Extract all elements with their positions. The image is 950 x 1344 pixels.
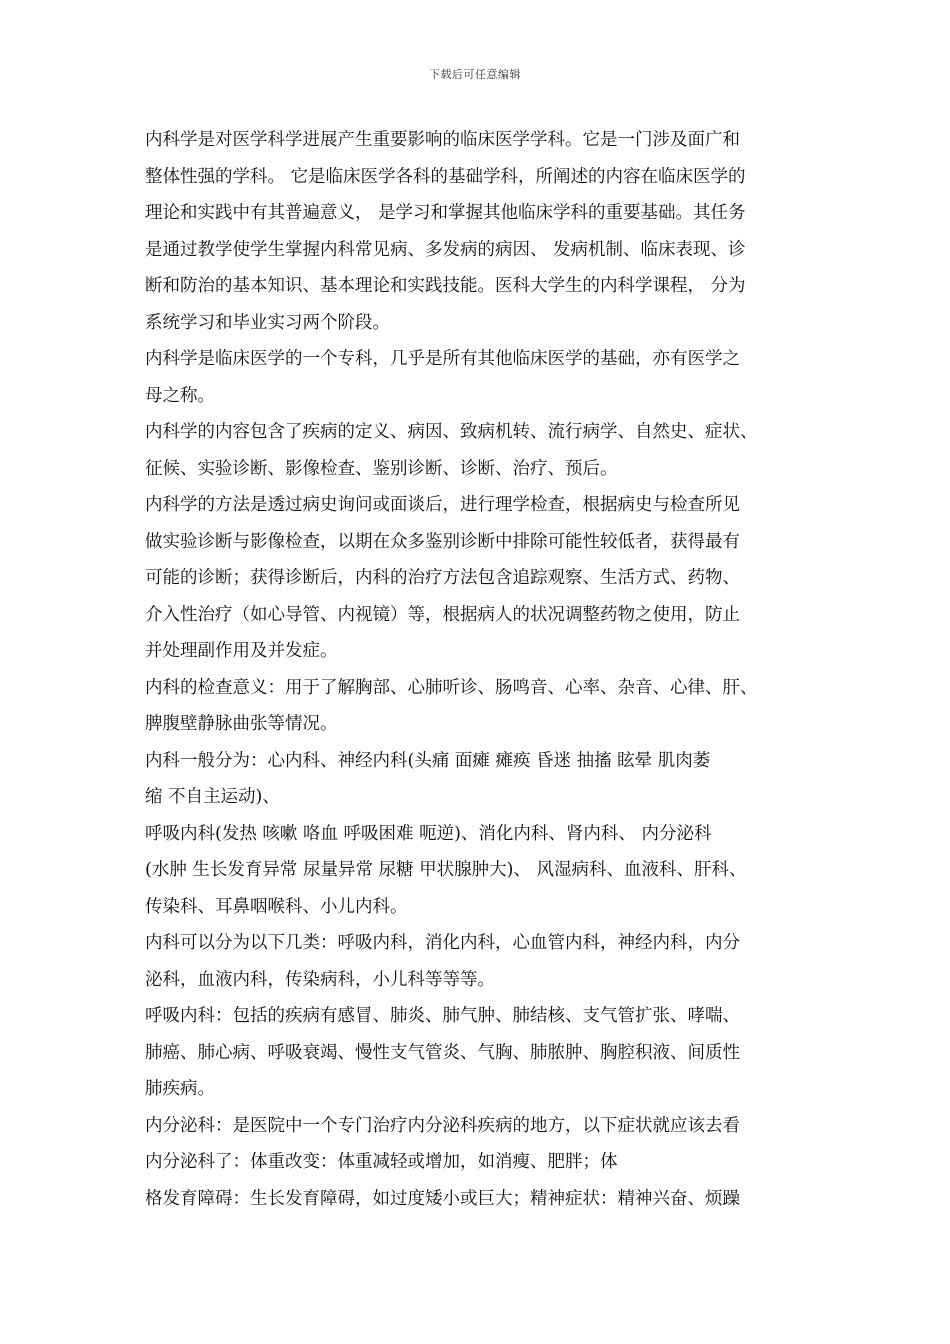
text-line: 征候、实验诊断、影像检查、鉴别诊断、诊断、治疗、预后。 <box>145 458 618 479</box>
text-line: 可能的诊断；获得诊断后，内科的治疗方法包含追踪观察、生活方式、药物、 <box>145 568 740 588</box>
text-line: 母之称。 <box>145 385 215 406</box>
page-header: 下载后可任意编辑 <box>429 68 521 81</box>
text-line: 断和防治的基本知识、基本理论和实践技能。医科大学生的内科学课程， 分为 <box>145 276 746 296</box>
text-line: (水肿 生长发育异常 尿量异常 尿糖 甲状腺肿大)、 风湿病科、血液科、肝科、 <box>145 860 747 880</box>
text-line: 内科学是临床医学的一个专科，几乎是所有其他临床医学的基础，亦有医学之 <box>145 349 740 369</box>
text-line: 整体性强的学科。 它是临床医学各科的基础学科，所阐述的内容在临床医学的 <box>145 166 746 187</box>
text-line: 泌科，血液内科，传染病科，小儿科等等等。 <box>145 969 495 990</box>
text-line: 介入性治疗（如心导管、内视镜）等，根据病人的状况调整药物之使用，防止 <box>145 604 740 625</box>
text-line: 内科学的内容包含了疾病的定义、病因、致病机转、流行病学、自然史、症状、 <box>145 422 758 442</box>
text-line: 系统学习和毕业实习两个阶段。 <box>145 312 390 333</box>
text-line: 内科学是对医学科学进展产生重要影响的临床医学学科。它是一门涉及面广和 <box>145 130 740 150</box>
text-line: 内科可以分为以下几类：呼吸内科，消化内科，心血管内科，神经内科，内分 <box>145 933 740 953</box>
text-line: 呼吸内科(发热 咳嗽 咯血 呼吸困难 呃逆)、消化内科、肾内科、 内分泌科 <box>145 823 712 844</box>
text-line: 缩 不自主运动)、 <box>145 787 280 807</box>
text-line: 理论和实践中有其普遍意义， 是学习和掌握其他临床学科的重要基础。其任务 <box>145 203 746 223</box>
text-line: 传染科、耳鼻咽喉科、小儿内科。 <box>145 896 408 917</box>
text-line: 内科一般分为：心内科、神经内科(头痛 面瘫 瘫痪 昏迷 抽搐 眩晕 肌肉萎 <box>145 750 711 771</box>
text-line: 内分泌科：是医院中一个专门治疗内分泌科疾病的地方，以下症状就应该去看 <box>145 1115 740 1136</box>
text-line: 脾腹壁静脉曲张等情况。 <box>145 714 338 734</box>
text-line: 做实验诊断与影像检查，以期在众多鉴别诊断中排除可能性较低者，获得最有 <box>145 531 740 552</box>
text-line: 格发育障碍：生长发育障碍，如过度矮小或巨大；精神症状：精神兴奋、烦躁 <box>145 1188 740 1209</box>
text-line: 肺癌、肺心病、呼吸衰竭、慢性支气管炎、气胸、肺脓肿、胸腔积液、间质性 <box>145 1042 740 1063</box>
text-line: 内科的检查意义：用于了解胸部、心肺听诊、肠鸣音、心率、杂音、心律、肝、 <box>145 677 758 698</box>
text-line: 是通过教学使学生掌握内科常见病、多发病的病因、 发病机制、临床表现、诊 <box>145 239 746 260</box>
text-line: 并处理副作用及并发症。 <box>145 641 338 661</box>
text-line: 肺疾病。 <box>145 1079 215 1099</box>
text-line: 内分泌科了：体重改变：体重减轻或增加，如消瘦、肥胖；体 <box>145 1152 618 1172</box>
document-body <box>145 122 815 1217</box>
text-line: 呼吸内科：包括的疾病有感冒、肺炎、肺气肿、肺结核、支气管扩张、哮喘、 <box>145 1006 740 1026</box>
text-line: 内科学的方法是透过病史询问或面谈后，进行理学检查，根据病史与检查所见 <box>145 495 740 515</box>
